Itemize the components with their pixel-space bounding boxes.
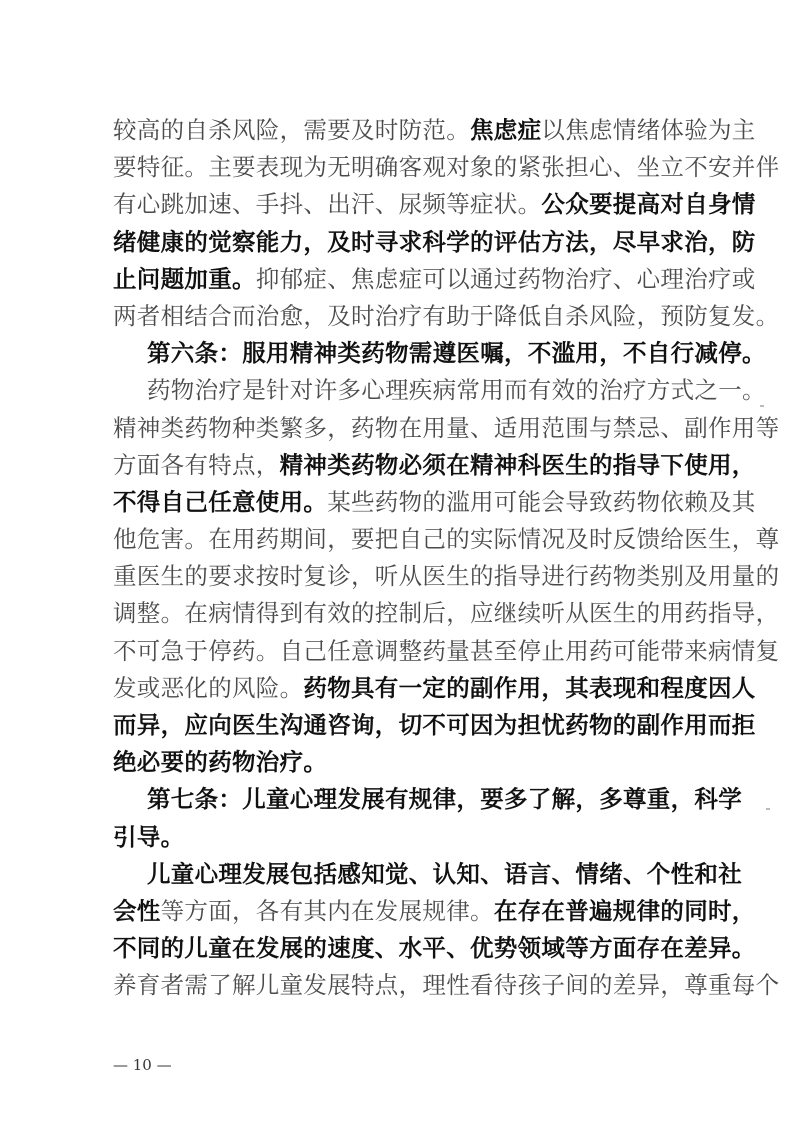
text-line bbox=[113, 447, 756, 484]
emphasized-text: 绝必要的药物治疗。 bbox=[113, 748, 328, 777]
body-text-segment: 有心跳加速、手抖、出汗、尿频等症状。 bbox=[113, 190, 542, 219]
text-line bbox=[113, 744, 713, 781]
text-line bbox=[113, 112, 756, 149]
emphasized-text: 不得自己任意使用。 bbox=[113, 487, 328, 516]
text-line bbox=[113, 224, 756, 261]
text-line bbox=[113, 893, 756, 930]
emphasized-text: 止问题加重。 bbox=[113, 264, 256, 293]
body-text-segment: 精神类药物种类繁多，药物在用量、适用范围与禁忌、副作用等 bbox=[113, 413, 780, 442]
body-text-segment: 他危害。在用药期间，要把自己的实际情况及时反馈给医生，尊 bbox=[113, 525, 780, 554]
body-text-segment: 等方面，各有其内在发展规律。 bbox=[160, 896, 494, 925]
text-line bbox=[113, 856, 742, 893]
text-line bbox=[113, 707, 756, 744]
emphasized-text: 而异，应向医生沟通咨询，切不可因为担忧药物的副作用而拒 bbox=[113, 711, 756, 739]
body-text-segment: 药物治疗是针对许多心理疾病常用而有效的治疗方式之一。 bbox=[147, 376, 766, 405]
emphasized-text: 焦虑症 bbox=[470, 116, 542, 144]
text-line bbox=[113, 372, 766, 409]
text-line bbox=[113, 410, 780, 447]
emphasized-text: 在存在普遍规律的同时， bbox=[493, 896, 756, 925]
text-line bbox=[113, 930, 756, 967]
page-number: — 10 — bbox=[113, 1056, 172, 1074]
scan-mark bbox=[760, 405, 764, 407]
text-line bbox=[113, 261, 756, 298]
body-text-segment: 重医生的要求按时复诊，听从医生的指导进行药物类别及用量的 bbox=[113, 562, 780, 591]
text-line bbox=[113, 967, 780, 1004]
emphasized-text: 公众要提高对自身情 bbox=[541, 190, 756, 219]
body-text-segment: 养育者需了解儿童发展特点，理性看待孩子间的差异，尊重每个 bbox=[113, 971, 780, 1000]
text-line bbox=[113, 186, 756, 223]
body-text-segment: 发或恶化的风险。 bbox=[113, 673, 304, 702]
emphasized-text: 药物具有一定的副作用，其表现和程度因人 bbox=[303, 673, 756, 702]
body-text-segment: 抑郁症、焦虑症可以通过药物治疗、心理治疗或 bbox=[255, 264, 756, 293]
body-text-segment: 要特征。主要表现为无明确客观对象的紧张担心、坐立不安并伴 bbox=[113, 153, 780, 182]
emphasized-text: 儿童心理发展包括感知觉、认知、语言、情绪、个性和社 bbox=[147, 859, 742, 888]
text-line bbox=[113, 781, 742, 818]
body-text-segment: 较高的自杀风险，需要及时防范。 bbox=[113, 116, 470, 144]
body-text bbox=[113, 112, 780, 1005]
text-line bbox=[113, 298, 780, 335]
body-text-segment: 以焦虑情绪体验为主 bbox=[541, 116, 756, 144]
emphasized-text: 不同的儿童在发展的速度、水平、优势领域等方面存在差异。 bbox=[113, 934, 756, 963]
body-text-segment: 不可急于停药。自己任意调整药量甚至停止用药可能带来病情复 bbox=[113, 636, 780, 665]
emphasized-text: 精神类药物必须在精神科医生的指导下使用， bbox=[279, 450, 756, 479]
text-line bbox=[113, 335, 766, 372]
emphasized-text: 绪健康的觉察能力，及时寻求科学的评估方法，尽早求治，防 bbox=[113, 227, 756, 256]
text-line bbox=[113, 819, 713, 856]
body-text-segment: 某些药物的滥用可能会导致药物依赖及其 bbox=[327, 487, 756, 516]
text-line bbox=[113, 595, 780, 632]
body-text-segment: 调整。在病情得到有效的控制后，应继续听从医生的用药指导， bbox=[113, 599, 780, 628]
scan-mark bbox=[766, 808, 770, 810]
body-text-segment: 两者相结合而治愈，及时治疗有助于降低自杀风险，预防复发。 bbox=[113, 301, 780, 330]
text-line bbox=[113, 484, 756, 521]
text-line bbox=[113, 633, 780, 670]
section-heading: 第七条：儿童心理发展有规律，要多了解，多尊重，科学 bbox=[147, 785, 742, 814]
emphasized-text: 会性 bbox=[113, 896, 161, 925]
text-line bbox=[113, 149, 780, 186]
body-text-segment: 方面各有特点， bbox=[113, 450, 280, 479]
section-heading: 第六条：服用精神类药物需遵医嘱，不滥用，不自行减停。 bbox=[147, 339, 766, 368]
text-line bbox=[113, 670, 756, 707]
section-heading: 引导。 bbox=[113, 822, 185, 851]
text-line bbox=[113, 558, 780, 595]
text-line bbox=[113, 521, 780, 558]
